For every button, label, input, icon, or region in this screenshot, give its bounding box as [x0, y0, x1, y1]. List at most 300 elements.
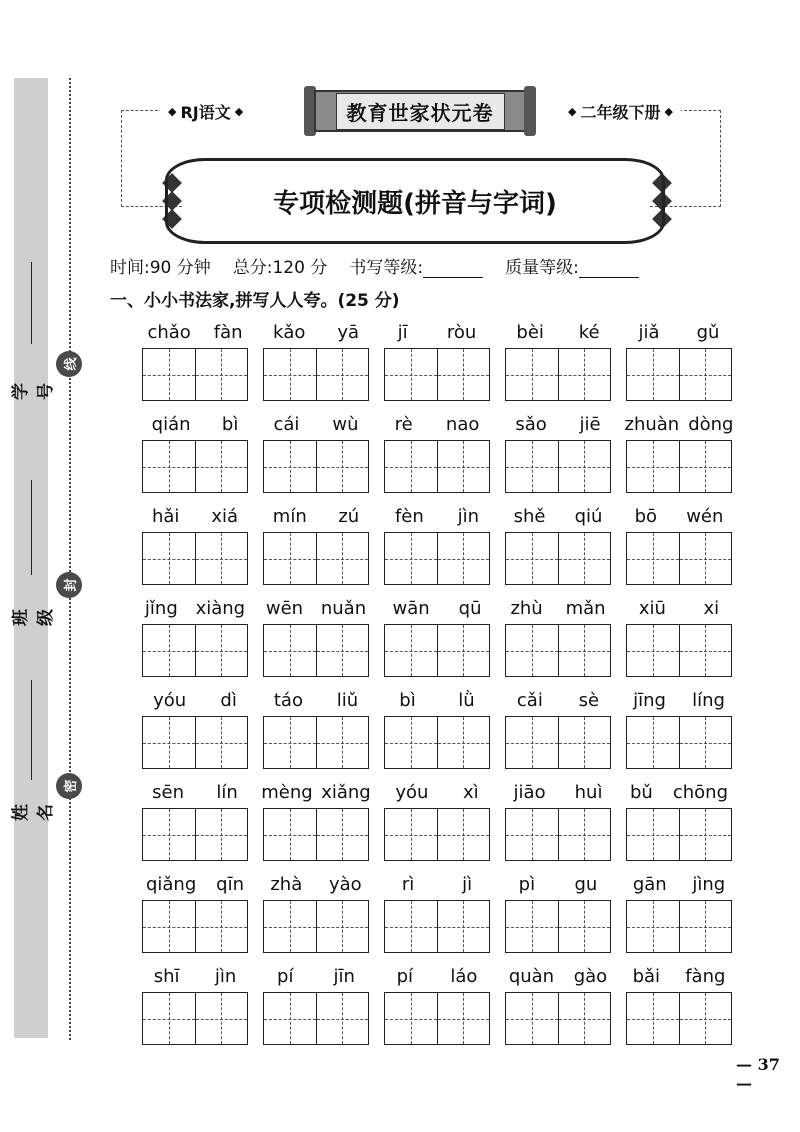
writing-cell[interactable]	[558, 901, 610, 952]
pinyin-syllable: shī	[153, 966, 180, 987]
tianzige-pair	[142, 900, 248, 953]
pinyin-syllable: wēn	[265, 598, 304, 619]
pinyin-syllable: cǎi	[516, 690, 543, 711]
writing-cell[interactable]	[437, 901, 489, 952]
scroll-body	[314, 90, 526, 132]
pinyin-syllable: lǜ	[458, 690, 475, 711]
pinyin-word	[505, 966, 611, 1052]
pinyin-syllable: kǎo	[272, 322, 306, 343]
writing-cell[interactable]	[506, 809, 558, 860]
writing-cell[interactable]	[195, 349, 247, 400]
tianzige-pair	[263, 808, 369, 861]
pinyin-word	[142, 506, 248, 592]
tianzige-pair	[384, 348, 490, 401]
pinyin-syllable: yóu	[395, 782, 429, 803]
pinyin-syllable: wén	[686, 506, 724, 527]
pinyin-syllable: jīn	[333, 966, 355, 987]
writing-cell[interactable]	[506, 993, 558, 1044]
pinyin-word	[626, 874, 732, 960]
pinyin-syllable: jī	[397, 322, 408, 343]
writing-cell[interactable]	[558, 809, 610, 860]
pinyin-syllable: jǐng	[144, 598, 178, 619]
tianzige-pair	[263, 716, 369, 769]
pinyin-syllable: chōng	[672, 782, 728, 803]
pinyin-syllable: liǔ	[336, 690, 359, 711]
pinyin-word	[626, 598, 732, 684]
pinyin-word	[263, 598, 369, 684]
pinyin-syllable: nao	[445, 414, 480, 435]
tianzige-pair	[384, 900, 490, 953]
page-number: — 37 —	[736, 1055, 780, 1093]
pinyin-word	[263, 874, 369, 960]
pinyin-syllable: jìn	[214, 966, 237, 987]
pinyin-word	[505, 598, 611, 684]
pinyin-syllable: bèi	[516, 322, 544, 343]
pinyin-word	[384, 874, 490, 960]
tianzige-pair	[142, 532, 248, 585]
writing-cell[interactable]	[679, 717, 731, 768]
writing-cell[interactable]	[316, 625, 368, 676]
pinyin-label	[378, 782, 496, 803]
quality-grade-label: 质量等级:	[505, 257, 579, 278]
pinyin-syllable: bì	[221, 414, 239, 435]
pinyin-syllable: cái	[273, 414, 300, 435]
class-line	[31, 480, 32, 575]
writing-cell[interactable]	[506, 717, 558, 768]
tianzige-pair	[505, 900, 611, 953]
writing-cell[interactable]	[195, 993, 247, 1044]
writing-cell[interactable]	[506, 533, 558, 584]
writing-cell[interactable]	[385, 625, 437, 676]
writing-cell[interactable]	[558, 625, 610, 676]
pinyin-word	[263, 690, 369, 776]
pinyin-word	[142, 690, 248, 776]
exam-info	[110, 252, 740, 278]
tianzige-pair	[142, 624, 248, 677]
writing-cell[interactable]	[679, 441, 731, 492]
pinyin-label	[499, 322, 617, 343]
writing-cell[interactable]	[143, 717, 195, 768]
pinyin-syllable: zhà	[270, 874, 303, 895]
tianzige-pair	[263, 992, 369, 1045]
pinyin-word	[626, 690, 732, 776]
tianzige-pair	[384, 440, 490, 493]
writing-cell[interactable]	[437, 809, 489, 860]
pinyin-label	[257, 782, 375, 803]
pinyin-label	[620, 506, 738, 527]
pinyin-word	[142, 874, 248, 960]
tianzige-pair	[626, 716, 732, 769]
pinyin-word	[142, 414, 248, 500]
pinyin-syllable: qū	[458, 598, 482, 619]
pinyin-word	[384, 782, 490, 868]
diamond-icon: ◆	[664, 104, 673, 118]
tianzige-pair	[505, 440, 611, 493]
pinyin-syllable: gu	[574, 874, 598, 895]
pinyin-word	[505, 782, 611, 868]
pinyin-syllable: wān	[392, 598, 430, 619]
writing-cell[interactable]	[437, 349, 489, 400]
writing-cell[interactable]	[143, 533, 195, 584]
pinyin-label	[136, 598, 254, 619]
pinyin-syllable: qián	[151, 414, 191, 435]
diamond-icon: ◆	[168, 104, 177, 118]
pinyin-syllable: gào	[573, 966, 608, 987]
pinyin-word	[384, 966, 490, 1052]
pinyin-syllable: mín	[272, 506, 307, 527]
pinyin-word	[626, 322, 732, 408]
writing-cell[interactable]	[385, 809, 437, 860]
writing-cell[interactable]	[264, 717, 316, 768]
pinyin-syllable: zhuàn	[624, 414, 680, 435]
subject-tag-label: RJ语文	[180, 102, 231, 122]
writing-cell[interactable]	[627, 809, 679, 860]
pinyin-syllable: táo	[273, 690, 303, 711]
brand-scroll	[304, 86, 536, 136]
pinyin-label	[257, 874, 375, 895]
writing-cell[interactable]	[264, 809, 316, 860]
pinyin-syllable: xiū	[638, 598, 666, 619]
pinyin-label	[499, 874, 617, 895]
cut-line	[69, 78, 71, 1040]
scroll-roll-right	[524, 86, 536, 136]
pinyin-syllable: lín	[216, 782, 238, 803]
tianzige-pair	[505, 992, 611, 1045]
pinyin-syllable: bǔ	[630, 782, 653, 803]
tianzige-pair	[626, 900, 732, 953]
pinyin-label	[499, 598, 617, 619]
pinyin-word	[142, 598, 248, 684]
writing-cell[interactable]	[437, 533, 489, 584]
writing-cell[interactable]	[143, 993, 195, 1044]
pinyin-syllable: fèn	[394, 506, 424, 527]
writing-cell[interactable]	[679, 901, 731, 952]
pinyin-syllable: zú	[338, 506, 360, 527]
student-id-label: 学号	[11, 383, 56, 400]
pinyin-row	[142, 598, 738, 684]
pinyin-row	[142, 874, 738, 960]
pinyin-syllable: yā	[337, 322, 360, 343]
writing-cell[interactable]	[506, 349, 558, 400]
pinyin-word	[263, 322, 369, 408]
writing-cell[interactable]	[316, 901, 368, 952]
pinyin-word	[626, 966, 732, 1052]
tianzige-pair	[142, 440, 248, 493]
writing-cell[interactable]	[264, 901, 316, 952]
writing-cell[interactable]	[143, 441, 195, 492]
subject-tag	[160, 99, 251, 123]
writing-cell[interactable]	[195, 901, 247, 952]
writing-cell[interactable]	[385, 349, 437, 400]
pinyin-syllable: ròu	[446, 322, 477, 343]
pinyin-syllable: xì	[463, 782, 479, 803]
writing-cell[interactable]	[627, 625, 679, 676]
writing-cell[interactable]	[506, 625, 558, 676]
pinyin-label	[257, 322, 375, 343]
writing-cell[interactable]	[143, 625, 195, 676]
writing-cell[interactable]	[506, 441, 558, 492]
grade-tag	[560, 99, 681, 123]
pinyin-label	[257, 414, 375, 435]
pinyin-syllable: hǎi	[151, 506, 180, 527]
pinyin-syllable: mǎn	[565, 598, 606, 619]
time-info: 时间:90 分钟	[110, 257, 211, 278]
writing-cell[interactable]	[143, 809, 195, 860]
writing-cell[interactable]	[385, 533, 437, 584]
student-id-line	[31, 262, 32, 344]
writing-cell[interactable]	[437, 441, 489, 492]
tianzige-pair	[384, 992, 490, 1045]
pinyin-word	[142, 322, 248, 408]
pinyin-syllable: jiāo	[513, 782, 546, 803]
pinyin-row	[142, 966, 738, 1052]
pinyin-word	[505, 506, 611, 592]
pinyin-word	[263, 966, 369, 1052]
pinyin-syllable: qiú	[574, 506, 603, 527]
pinyin-syllable: xiǎng	[321, 782, 371, 803]
writing-cell[interactable]	[264, 993, 316, 1044]
writing-cell[interactable]	[385, 901, 437, 952]
diamond-icon: ◆	[234, 104, 244, 118]
pinyin-syllable: xiá	[211, 506, 239, 527]
pinyin-syllable: jì	[462, 874, 473, 895]
pinyin-syllable: bì	[399, 690, 416, 711]
pinyin-syllable: láo	[450, 966, 478, 987]
pinyin-word	[384, 690, 490, 776]
pinyin-syllable: qīn	[216, 874, 245, 895]
pinyin-label	[378, 506, 496, 527]
writing-cell[interactable]	[627, 901, 679, 952]
pinyin-syllable: bǎi	[632, 966, 661, 987]
tianzige-pair	[505, 716, 611, 769]
pinyin-syllable: yóu	[153, 690, 187, 711]
tianzige-pair	[263, 440, 369, 493]
pinyin-label	[136, 414, 254, 435]
writing-cell[interactable]	[558, 533, 610, 584]
pinyin-syllable: xi	[703, 598, 720, 619]
tianzige-pair	[142, 348, 248, 401]
writing-cell[interactable]	[143, 901, 195, 952]
pinyin-syllable: chǎo	[147, 322, 191, 343]
grade-tag-label: 二年级下册	[580, 102, 661, 122]
writing-cell[interactable]	[143, 349, 195, 400]
pinyin-label	[499, 414, 617, 435]
diamond-icon: ◆	[568, 104, 577, 118]
tianzige-pair	[505, 532, 611, 585]
pinyin-label	[136, 874, 254, 895]
writing-cell[interactable]	[437, 993, 489, 1044]
pinyin-word	[142, 782, 248, 868]
writing-cell[interactable]	[385, 441, 437, 492]
quality-grade	[505, 253, 639, 278]
pinyin-label	[499, 782, 617, 803]
pinyin-syllable: pì	[518, 874, 536, 895]
tianzige-pair	[384, 716, 490, 769]
writing-cell[interactable]	[627, 993, 679, 1044]
pinyin-word	[505, 414, 611, 500]
tianzige-pair	[263, 624, 369, 677]
writing-cell[interactable]	[195, 717, 247, 768]
pinyin-label	[257, 690, 375, 711]
pinyin-label	[257, 598, 375, 619]
pinyin-syllable: gǔ	[696, 322, 720, 343]
pinyin-label	[136, 506, 254, 527]
tianzige-pair	[505, 624, 611, 677]
seal-line: 线	[56, 351, 82, 377]
pinyin-syllable: sēn	[152, 782, 185, 803]
writing-cell[interactable]	[627, 349, 679, 400]
writing-cell[interactable]	[385, 993, 437, 1044]
tianzige-pair	[263, 532, 369, 585]
writing-cell[interactable]	[437, 625, 489, 676]
pinyin-label	[136, 690, 254, 711]
title-banner	[165, 158, 665, 244]
tianzige-pair	[626, 348, 732, 401]
pinyin-word	[263, 506, 369, 592]
writing-grade-blank[interactable]	[423, 261, 483, 278]
pinyin-syllable: sǎo	[515, 414, 547, 435]
pinyin-syllable: gān	[632, 874, 667, 895]
name-label: 姓名	[11, 804, 56, 821]
tianzige-pair	[626, 808, 732, 861]
pinyin-label	[620, 690, 738, 711]
section-heading: 一、小小书法家,拼写人人夸。(25 分)	[110, 291, 400, 311]
pinyin-label	[620, 414, 738, 435]
pinyin-row	[142, 782, 738, 868]
pinyin-label	[620, 782, 738, 803]
pinyin-syllable: yào	[328, 874, 362, 895]
writing-cell[interactable]	[195, 625, 247, 676]
writing-cell[interactable]	[679, 809, 731, 860]
pinyin-label	[620, 874, 738, 895]
pinyin-word	[505, 322, 611, 408]
pinyin-syllable: jìng	[692, 874, 726, 895]
pinyin-row	[142, 690, 738, 776]
pinyin-label	[136, 322, 254, 343]
pinyin-label	[499, 506, 617, 527]
writing-cell[interactable]	[195, 533, 247, 584]
writing-cell[interactable]	[679, 625, 731, 676]
writing-cell[interactable]	[679, 993, 731, 1044]
tianzige-pair	[384, 624, 490, 677]
tianzige-pair	[626, 440, 732, 493]
seal-secret: 密	[56, 773, 82, 799]
writing-cell[interactable]	[264, 625, 316, 676]
pinyin-word	[626, 782, 732, 868]
pinyin-syllable: jiǎ	[638, 322, 660, 343]
score-info: 总分:120 分	[232, 257, 328, 278]
writing-cell[interactable]	[558, 993, 610, 1044]
writing-cell[interactable]	[437, 717, 489, 768]
pinyin-word	[384, 598, 490, 684]
pinyin-syllable: fàn	[213, 322, 243, 343]
pinyin-syllable: mèng	[261, 782, 313, 803]
pinyin-word	[505, 874, 611, 960]
writing-cell[interactable]	[627, 717, 679, 768]
pinyin-label	[499, 966, 617, 987]
pinyin-word	[626, 414, 732, 500]
tianzige-pair	[505, 808, 611, 861]
pinyin-label	[136, 782, 254, 803]
page-title: 专项检测题(拼音与字词)	[273, 188, 557, 219]
class-label: 班级	[11, 609, 56, 626]
pinyin-syllable: rì	[401, 874, 415, 895]
pinyin-word	[263, 414, 369, 500]
pinyin-word	[384, 506, 490, 592]
quality-grade-blank[interactable]	[579, 261, 639, 278]
writing-cell[interactable]	[316, 993, 368, 1044]
tianzige-pair	[142, 992, 248, 1045]
tianzige-pair	[626, 624, 732, 677]
pinyin-syllable: jìn	[457, 506, 480, 527]
tianzige-pair	[384, 808, 490, 861]
pinyin-label	[136, 966, 254, 987]
name-line	[31, 680, 32, 780]
pinyin-syllable: líng	[692, 690, 725, 711]
tianzige-pair	[626, 532, 732, 585]
writing-cell[interactable]	[385, 717, 437, 768]
pinyin-syllable: ké	[578, 322, 600, 343]
writing-cell[interactable]	[195, 441, 247, 492]
pinyin-label	[378, 874, 496, 895]
pinyin-syllable: sè	[578, 690, 600, 711]
pinyin-syllable: zhù	[510, 598, 543, 619]
writing-cell[interactable]	[316, 349, 368, 400]
pinyin-label	[378, 966, 496, 987]
pinyin-syllable: xiàng	[195, 598, 246, 619]
tianzige-pair	[505, 348, 611, 401]
writing-cell[interactable]	[316, 717, 368, 768]
pinyin-syllable: wù	[332, 414, 359, 435]
pinyin-syllable: jiē	[579, 414, 601, 435]
writing-cell[interactable]	[627, 441, 679, 492]
pinyin-label	[620, 322, 738, 343]
tianzige-pair	[263, 900, 369, 953]
writing-cell[interactable]	[316, 533, 368, 584]
writing-cell[interactable]	[264, 349, 316, 400]
tianzige-pair	[142, 716, 248, 769]
writing-cell[interactable]	[195, 809, 247, 860]
writing-cell[interactable]	[679, 533, 731, 584]
brand-title: 教育世家状元卷	[336, 93, 505, 130]
pinyin-word	[384, 322, 490, 408]
writing-cell[interactable]	[558, 441, 610, 492]
writing-cell[interactable]	[558, 349, 610, 400]
writing-cell[interactable]	[316, 441, 368, 492]
pinyin-syllable: huì	[574, 782, 603, 803]
writing-cell[interactable]	[264, 441, 316, 492]
pinyin-syllable: shě	[513, 506, 546, 527]
seal-seal: 封	[56, 572, 82, 598]
writing-cell[interactable]	[264, 533, 316, 584]
pinyin-row	[142, 414, 738, 500]
pinyin-label	[378, 414, 496, 435]
pinyin-syllable: fàng	[685, 966, 726, 987]
tianzige-pair	[384, 532, 490, 585]
writing-cell[interactable]	[506, 901, 558, 952]
pinyin-syllable: dòng	[688, 414, 734, 435]
pinyin-label	[257, 506, 375, 527]
writing-cell[interactable]	[558, 717, 610, 768]
pinyin-syllable: pí	[396, 966, 414, 987]
pinyin-word	[384, 414, 490, 500]
writing-cell[interactable]	[316, 809, 368, 860]
pinyin-word	[505, 690, 611, 776]
writing-cell[interactable]	[679, 349, 731, 400]
pinyin-syllable: pí	[277, 966, 294, 987]
pinyin-row	[142, 322, 738, 408]
writing-cell[interactable]	[627, 533, 679, 584]
